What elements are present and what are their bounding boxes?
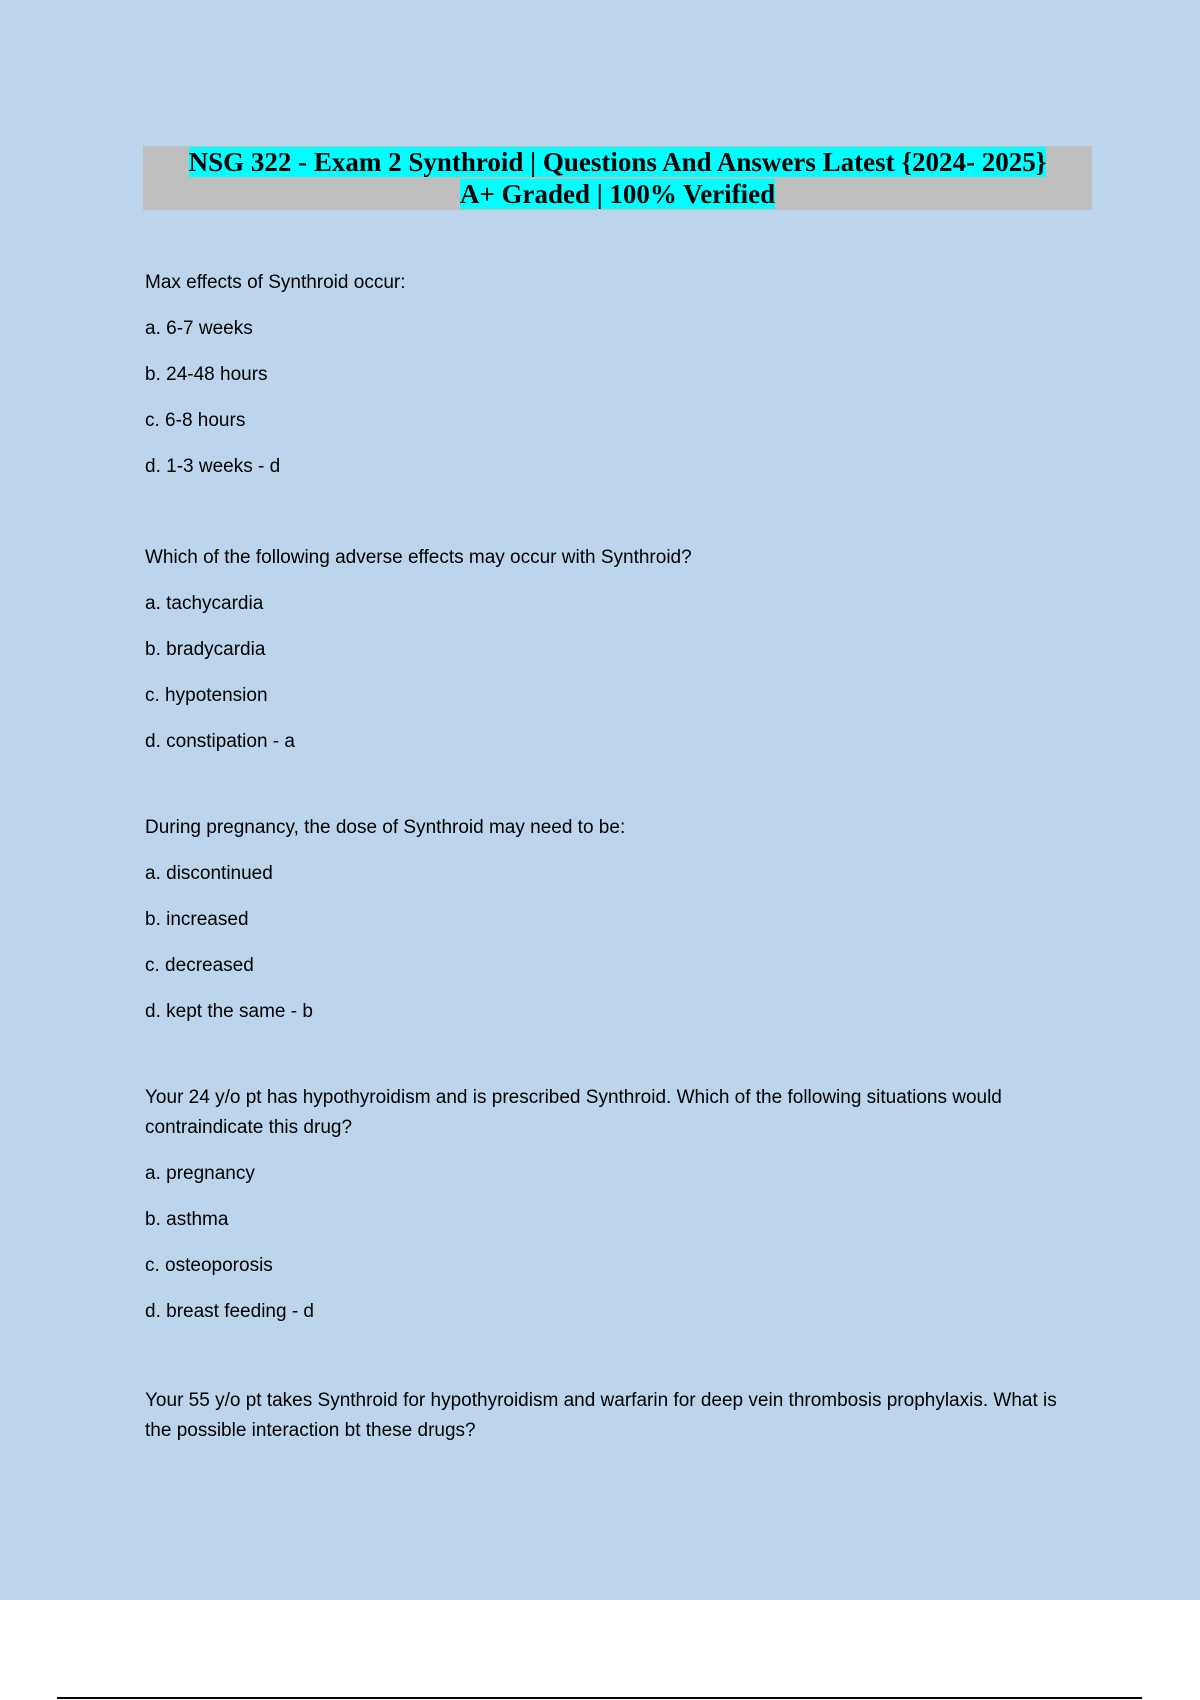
- title-line-1: NSG 322 - Exam 2 Synthroid | Questions And Answers Latest {2024- 2025}: [188, 147, 1047, 177]
- title-line-2: A+ Graded | 100% Verified: [459, 179, 776, 209]
- question-text: Your 24 y/o pt has hypothyroidism and is prescribed Synthroid. Which of the following situations would contraindicate this drug?: [145, 1087, 1002, 1138]
- option-b: b. 24-48 hours: [145, 364, 268, 385]
- question-1: [145, 268, 1085, 490]
- answer-options: [145, 1151, 1085, 1335]
- option-d: d. breast feeding - d: [145, 1301, 314, 1322]
- answer-options: [145, 581, 1085, 765]
- question-5: [145, 1386, 1085, 1446]
- option-b: b. increased: [145, 909, 249, 930]
- option-c: c. decreased: [145, 955, 254, 976]
- question-2: [145, 543, 1085, 765]
- question-3: [145, 813, 1085, 1035]
- option-b: b. bradycardia: [145, 639, 266, 660]
- option-c: c. 6-8 hours: [145, 410, 246, 431]
- option-d: d. kept the same - b: [145, 1001, 313, 1022]
- question-text: During pregnancy, the dose of Synthroid may need to be:: [145, 817, 626, 838]
- option-c: c. hypotension: [145, 685, 268, 706]
- option-a: a. 6-7 weeks: [145, 318, 253, 339]
- option-b: b. asthma: [145, 1209, 229, 1230]
- option-a: a. tachycardia: [145, 593, 264, 614]
- answer-options: [145, 851, 1085, 1035]
- answer-options: [145, 306, 1085, 490]
- question-text: Max effects of Synthroid occur:: [145, 272, 406, 293]
- option-d: d. constipation - a: [145, 731, 295, 752]
- option-d: d. 1-3 weeks - d: [145, 456, 281, 477]
- question-text: Which of the following adverse effects may occur with Synthroid?: [145, 547, 692, 568]
- footer-divider: [57, 1697, 1142, 1699]
- question-text: Your 55 y/o pt takes Synthroid for hypothyroidism and warfarin for deep vein thrombosis prophylaxis. What is the possible interaction bt these drugs?: [145, 1390, 1057, 1441]
- document-title: [143, 146, 1092, 210]
- option-a: a. discontinued: [145, 863, 273, 884]
- option-a: a. pregnancy: [145, 1163, 255, 1184]
- question-4: [145, 1083, 1085, 1335]
- option-c: c. osteoporosis: [145, 1255, 273, 1276]
